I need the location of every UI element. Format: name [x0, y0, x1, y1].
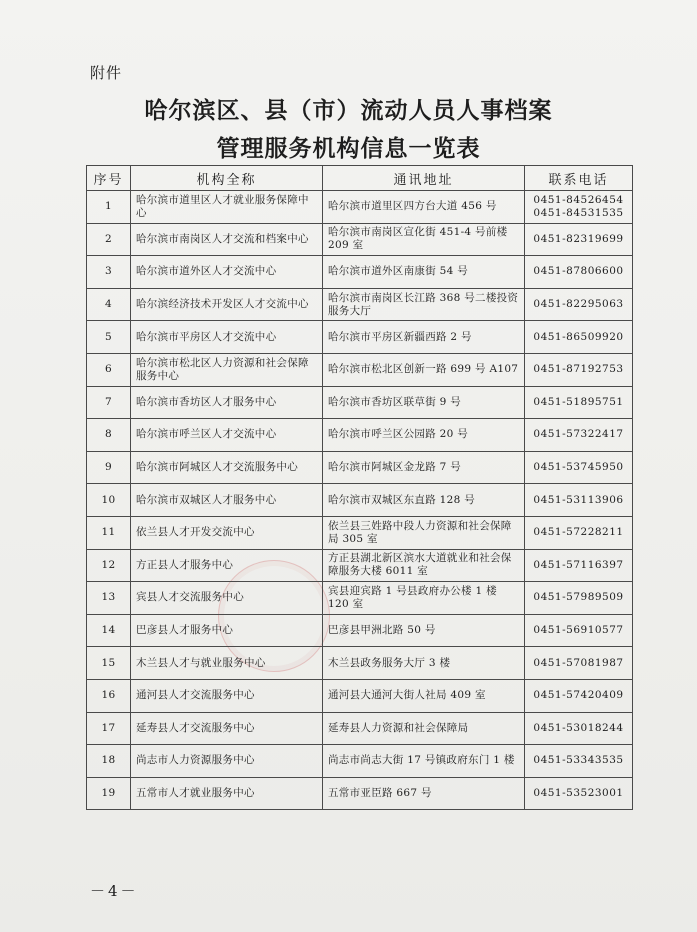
row-number: 2 — [87, 223, 131, 256]
header-address: 通讯地址 — [323, 166, 525, 191]
agency-name: 依兰县人才开发交流中心 — [131, 516, 323, 549]
agency-phone — [525, 549, 633, 582]
agency-address: 巴彦县甲洲北路 50 号 — [323, 614, 525, 647]
row-number: 18 — [87, 745, 131, 778]
row-number: 7 — [87, 386, 131, 419]
table-header-row — [87, 166, 633, 191]
phone-number: 0451-53745950 — [533, 461, 624, 474]
phone-number: 0451-57322417 — [533, 428, 624, 441]
agency-address: 哈尔滨市双城区东直路 128 号 — [323, 484, 525, 517]
agency-phone — [525, 288, 633, 321]
agency-name: 尚志市人力资源服务中心 — [131, 745, 323, 778]
agency-name: 哈尔滨市道里区人才就业服务保障中心 — [131, 191, 323, 224]
header-phone: 联系电话 — [525, 166, 633, 191]
phone-number: 0451-53523001 — [533, 786, 624, 799]
agency-address: 哈尔滨市香坊区联草街 9 号 — [323, 386, 525, 419]
phone-number: 0451-82295063 — [533, 298, 624, 311]
table-row — [87, 386, 633, 419]
row-number: 1 — [87, 191, 131, 224]
agency-address: 宾县迎宾路 1 号县政府办公楼 1 楼 120 室 — [323, 582, 525, 615]
phone-number: 0451-57989509 — [533, 591, 624, 604]
agency-name: 通河县人才交流服务中心 — [131, 679, 323, 712]
phone-number: 0451-57081987 — [533, 656, 624, 669]
row-number: 10 — [87, 484, 131, 517]
agency-name: 哈尔滨市南岗区人才交流和档案中心 — [131, 223, 323, 256]
page-number: －4－ — [90, 882, 139, 900]
table-row — [87, 777, 633, 810]
table-row — [87, 451, 633, 484]
table-body — [87, 191, 633, 810]
table-row — [87, 419, 633, 452]
agency-name: 延寿县人才交流服务中心 — [131, 712, 323, 745]
agency-address: 哈尔滨市南岗区长江路 368 号二楼投资服务大厅 — [323, 288, 525, 321]
agency-address: 五常市亚臣路 667 号 — [323, 777, 525, 810]
phone-number: 0451-53018244 — [533, 721, 624, 734]
agency-name: 哈尔滨市香坊区人才服务中心 — [131, 386, 323, 419]
agency-name: 五常市人才就业服务中心 — [131, 777, 323, 810]
agency-name: 哈尔滨市阿城区人才交流服务中心 — [131, 451, 323, 484]
phone-number: 0451-57116397 — [533, 558, 624, 571]
agency-name: 哈尔滨市双城区人才服务中心 — [131, 484, 323, 517]
agency-phone — [525, 191, 633, 224]
phone-number: 0451-53113906 — [533, 493, 624, 506]
agency-phone — [525, 614, 633, 647]
table-row — [87, 679, 633, 712]
agency-phone — [525, 353, 633, 386]
agency-address: 方正县湖北新区滨水大道就业和社会保障服务大楼 6011 室 — [323, 549, 525, 582]
agency-address: 哈尔滨市南岗区宣化街 451-4 号前楼 209 室 — [323, 223, 525, 256]
agency-address: 木兰县政务服务大厅 3 楼 — [323, 647, 525, 680]
phone-number: 0451-51895751 — [533, 395, 624, 408]
agency-info-table — [86, 165, 633, 810]
table-row — [87, 223, 633, 256]
phone-number: 0451-56910577 — [533, 624, 624, 637]
table-row — [87, 516, 633, 549]
agency-name: 哈尔滨市松北区人力资源和社会保障服务中心 — [131, 353, 323, 386]
agency-address: 哈尔滨市平房区新疆西路 2 号 — [323, 321, 525, 354]
phone-number: 0451-87806600 — [533, 265, 624, 278]
phone-number: 0451-82319699 — [533, 232, 624, 245]
agency-name: 哈尔滨经济技术开发区人才交流中心 — [131, 288, 323, 321]
table-row — [87, 745, 633, 778]
row-number: 11 — [87, 516, 131, 549]
phone-number: 0451-84526454 — [533, 193, 624, 206]
table-row — [87, 549, 633, 582]
agency-address: 尚志市尚志大街 17 号镇政府东门 1 楼 — [323, 745, 525, 778]
row-number: 3 — [87, 256, 131, 289]
agency-phone — [525, 777, 633, 810]
row-number: 16 — [87, 679, 131, 712]
row-number: 15 — [87, 647, 131, 680]
row-number: 8 — [87, 419, 131, 452]
agency-name: 哈尔滨市呼兰区人才交流中心 — [131, 419, 323, 452]
page-title-line1: 哈尔滨区、县（市）流动人员人事档案 — [144, 98, 553, 124]
header-name: 机构全称 — [131, 166, 323, 191]
agency-phone — [525, 712, 633, 745]
row-number: 4 — [87, 288, 131, 321]
agency-address: 通河县大通河大街人社局 409 室 — [323, 679, 525, 712]
phone-number: 0451-57228211 — [533, 526, 624, 539]
table-row — [87, 353, 633, 386]
agency-address: 哈尔滨市松北区创新一路 699 号 A107 — [323, 353, 525, 386]
row-number: 13 — [87, 582, 131, 615]
agency-address: 哈尔滨市道外区南康街 54 号 — [323, 256, 525, 289]
agency-phone — [525, 386, 633, 419]
agency-name: 木兰县人才与就业服务中心 — [131, 647, 323, 680]
agency-address: 延寿县人力资源和社会保障局 — [323, 712, 525, 745]
agency-phone — [525, 419, 633, 452]
agency-phone — [525, 582, 633, 615]
row-number: 9 — [87, 451, 131, 484]
table-row — [87, 321, 633, 354]
table-row — [87, 614, 633, 647]
phone-number: 0451-53343535 — [533, 754, 624, 767]
agency-phone — [525, 745, 633, 778]
agency-name: 哈尔滨市平房区人才交流中心 — [131, 321, 323, 354]
table-row — [87, 582, 633, 615]
table-row — [87, 256, 633, 289]
table-row — [87, 647, 633, 680]
agency-phone — [525, 223, 633, 256]
agency-address: 哈尔滨市道里区四方台大道 456 号 — [323, 191, 525, 224]
table-row — [87, 288, 633, 321]
agency-phone — [525, 256, 633, 289]
agency-phone — [525, 679, 633, 712]
agency-address: 哈尔滨市呼兰区公园路 20 号 — [323, 419, 525, 452]
agency-name: 方正县人才服务中心 — [131, 549, 323, 582]
agency-name: 巴彦县人才服务中心 — [131, 614, 323, 647]
agency-phone — [525, 516, 633, 549]
agency-address: 哈尔滨市阿城区金龙路 7 号 — [323, 451, 525, 484]
agency-phone — [525, 451, 633, 484]
agency-phone — [525, 321, 633, 354]
row-number: 12 — [87, 549, 131, 582]
row-number: 19 — [87, 777, 131, 810]
agency-name: 宾县人才交流服务中心 — [131, 582, 323, 615]
agency-phone — [525, 647, 633, 680]
agency-name: 哈尔滨市道外区人才交流中心 — [131, 256, 323, 289]
table-row — [87, 191, 633, 224]
page-title-line2: 管理服务机构信息一览表 — [216, 136, 481, 162]
header-no: 序号 — [87, 166, 131, 191]
phone-number: 0451-86509920 — [533, 330, 624, 343]
phone-number: 0451-57420409 — [533, 689, 624, 702]
table-row — [87, 712, 633, 745]
agency-address: 依兰县三姓路中段人力资源和社会保障局 305 室 — [323, 516, 525, 549]
table-row — [87, 484, 633, 517]
row-number: 17 — [87, 712, 131, 745]
row-number: 6 — [87, 353, 131, 386]
row-number: 5 — [87, 321, 131, 354]
agency-phone — [525, 484, 633, 517]
phone-number-secondary: 0451-84531535 — [533, 206, 624, 219]
row-number: 14 — [87, 614, 131, 647]
phone-number: 0451-87192753 — [533, 363, 624, 376]
attachment-label: 附件 — [90, 64, 123, 82]
